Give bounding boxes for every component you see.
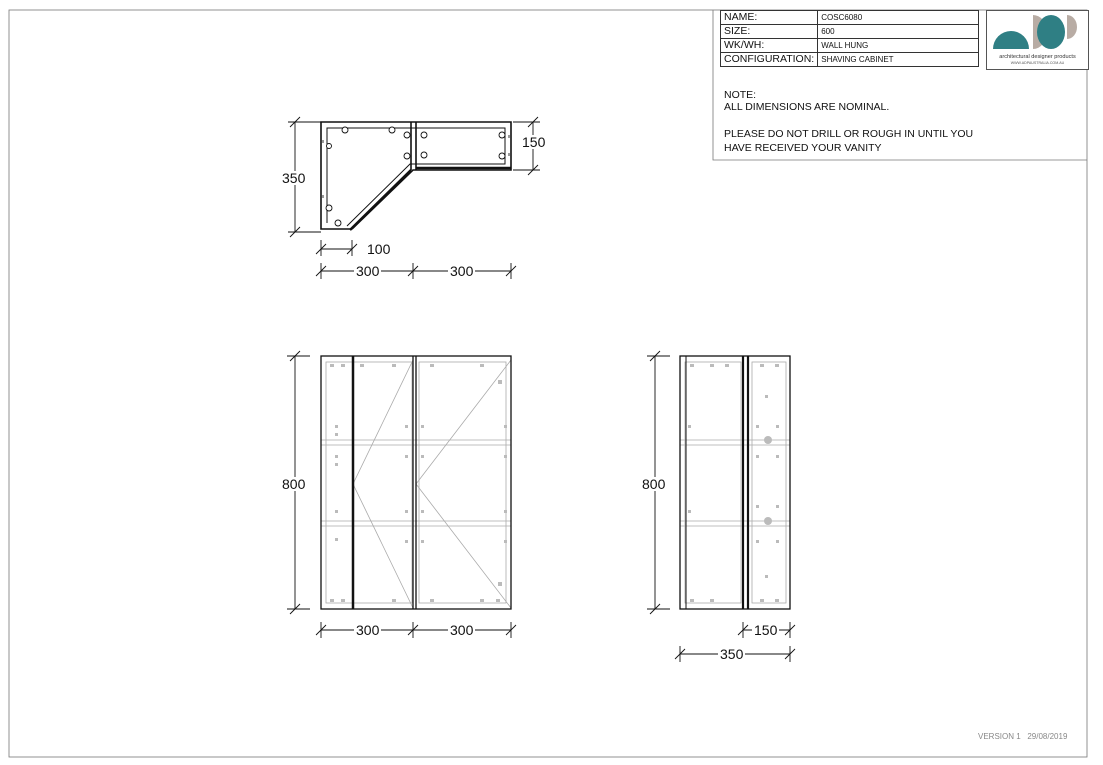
- version-label: VERSION 1: [978, 732, 1021, 741]
- dim-plan-depth: 350: [282, 170, 306, 186]
- title-label: CONFIGURATION:: [721, 53, 818, 67]
- plan-view: [321, 122, 511, 230]
- note-drill-warning-2: HAVE RECEIVED YOUR VANITY: [724, 142, 882, 154]
- title-label: WK/WH:: [721, 39, 818, 53]
- title-row-mount: [721, 39, 979, 53]
- note-drill-warning-1: PLEASE DO NOT DRILL OR ROUGH IN UNTIL YOU: [724, 128, 974, 140]
- logo-company-name: architectural designer products: [999, 54, 1076, 60]
- dim-front-height: 800: [282, 476, 306, 492]
- title-value: 600: [818, 25, 979, 39]
- dim-plan-corner: 100: [367, 241, 391, 257]
- title-label: SIZE:: [721, 25, 818, 39]
- title-value: COSC6080: [818, 11, 979, 25]
- title-label: NAME:: [721, 11, 818, 25]
- sheet-border: [9, 10, 1087, 757]
- note-nominal: ALL DIMENSIONS ARE NOMINAL.: [724, 101, 890, 113]
- dim-side-depth-total: 350: [720, 646, 744, 662]
- title-value: SHAVING CABINET: [818, 53, 979, 67]
- title-block: [720, 10, 979, 67]
- dimension-lines: [287, 117, 795, 662]
- dim-side-height: 800: [642, 476, 666, 492]
- dim-side-depth-small: 150: [754, 622, 778, 638]
- dim-plan-side-depth: 150: [522, 134, 546, 150]
- note-heading: NOTE:: [724, 89, 757, 101]
- company-logo: [986, 10, 1089, 70]
- side-view: [680, 356, 790, 609]
- dim-plan-width-right: 300: [450, 263, 474, 279]
- logo-mark-icon: [987, 11, 1088, 55]
- title-row-configuration: [721, 53, 979, 67]
- dim-plan-width-left: 300: [356, 263, 380, 279]
- logo-url: WWW.ADPAUSTRALIA.COM.AU: [1010, 61, 1065, 65]
- dim-front-width-left: 300: [356, 622, 380, 638]
- title-value: WALL HUNG: [818, 39, 979, 53]
- title-row-name: [721, 11, 979, 25]
- dim-front-width-right: 300: [450, 622, 474, 638]
- front-view: [321, 356, 511, 609]
- version-date: 29/08/2019: [1027, 732, 1068, 741]
- title-row-size: [721, 25, 979, 39]
- version-footer: [978, 732, 1067, 741]
